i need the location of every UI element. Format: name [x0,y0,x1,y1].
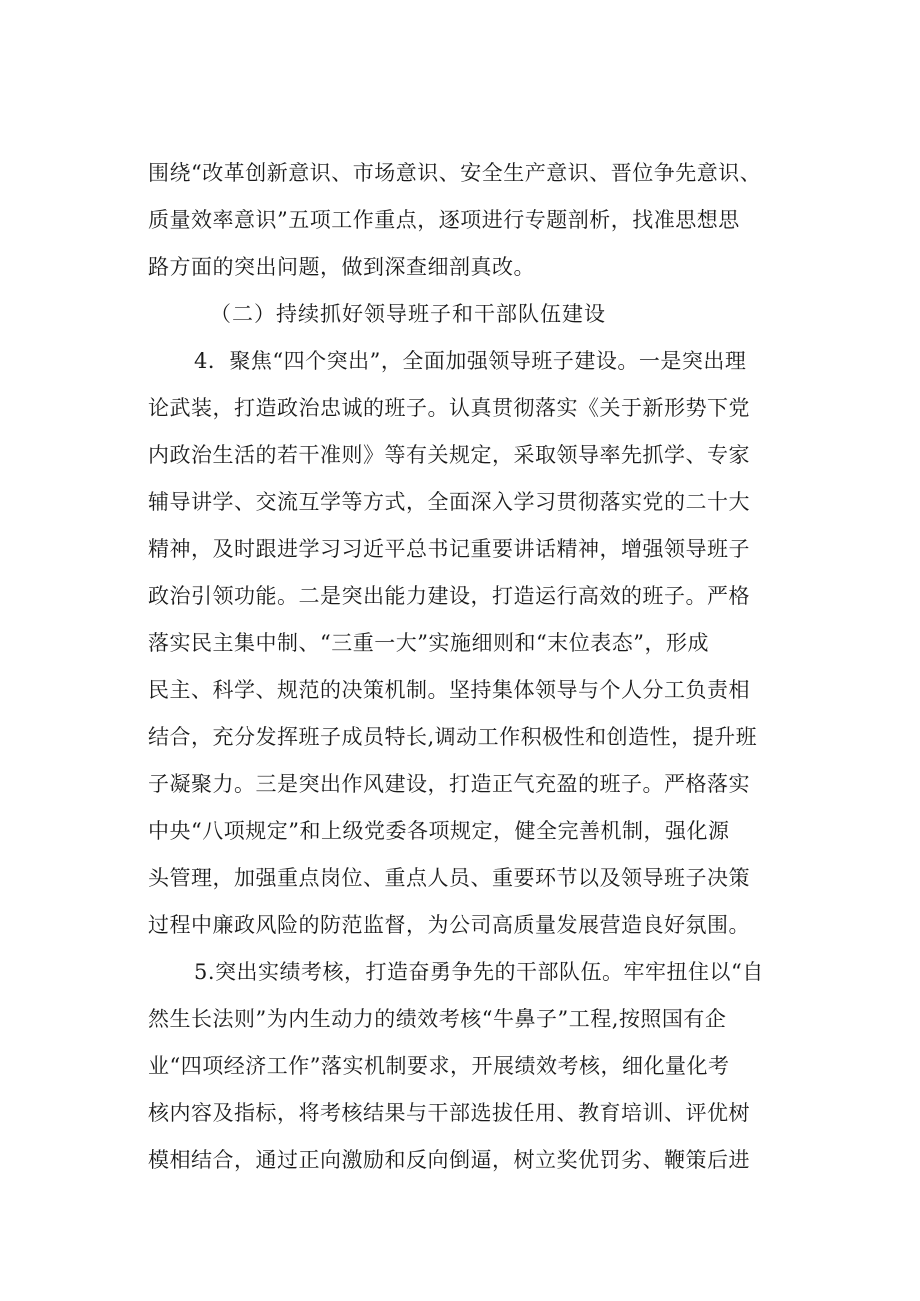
text-line: 结合，充分发挥班子成员特长,调动工作积极性和创造性，提升班 [148,725,758,749]
section-heading: （二）持续抓好领导班子和干部队伍建设 [210,302,606,326]
paragraph-first-line: 5.突出实绩考核，打造奋勇争先的干部队伍。牢牢扭住以“自 [194,960,764,984]
text-line: 核内容及指标，将考核结果与干部选拔任用、教育培训、评优树 [148,1101,750,1125]
text-line: 模相结合，通过正向激励和反向倒逼，树立奖优罚劣、鞭策后进 [148,1148,750,1172]
text-line: 路方面的突出问题，做到深查细剖真改。 [148,255,535,279]
text-line: 中央“八项规定”和上级党委各项规定，健全完善机制，强化源 [148,819,730,843]
text-line: 民主、科学、规范的决策机制。坚持集体领导与个人分工负责相 [148,678,750,702]
text-line: 然生长法则”为内生动力的绩效考核“牛鼻子”工程,按照国有企 [148,1007,727,1031]
paragraph-first-line: 4．聚焦“四个突出”，全面加强领导班子建设。一是突出理 [194,349,747,373]
text-line: 头管理，加强重点岗位、重点人员、重要环节以及领导班子决策 [148,866,750,890]
text-line: 辅导讲学、交流互学等方式，全面深入学习贯彻落实党的二十大 [148,490,750,514]
text-line: 业“四项经济工作”落实机制要求，开展绩效考核，细化量化考 [148,1054,730,1078]
text-line: 过程中廉政风险的防范监督，为公司高质量发展营造良好氛围。 [148,913,750,937]
text-line: 政治引领功能。二是突出能力建设，打造运行高效的班子。严格 [148,584,750,608]
text-line: 子凝聚力。三是突出作风建设，打造正气充盈的班子。严格落实 [148,772,750,796]
text-line: 围绕“改革创新意识、市场意识、安全生产意识、晋位争先意识、 [148,161,762,185]
text-line: 落实民主集中制、“三重一大”实施细则和“末位表态”，形成 [148,631,709,655]
document-body [148,150,800,1184]
text-line: 质量效率意识”五项工作重点，逐项进行专题剖析，找准思想思 [148,208,740,232]
text-line: 精神，及时跟进学习习近平总书记重要讲话精神，增强领导班子 [148,537,750,561]
text-line: 论武装，打造政治忠诚的班子。认真贯彻落实《关于新形势下党 [148,396,750,420]
text-line: 内政治生活的若干准则》等有关规定，采取领导率先抓学、专家 [148,443,750,467]
